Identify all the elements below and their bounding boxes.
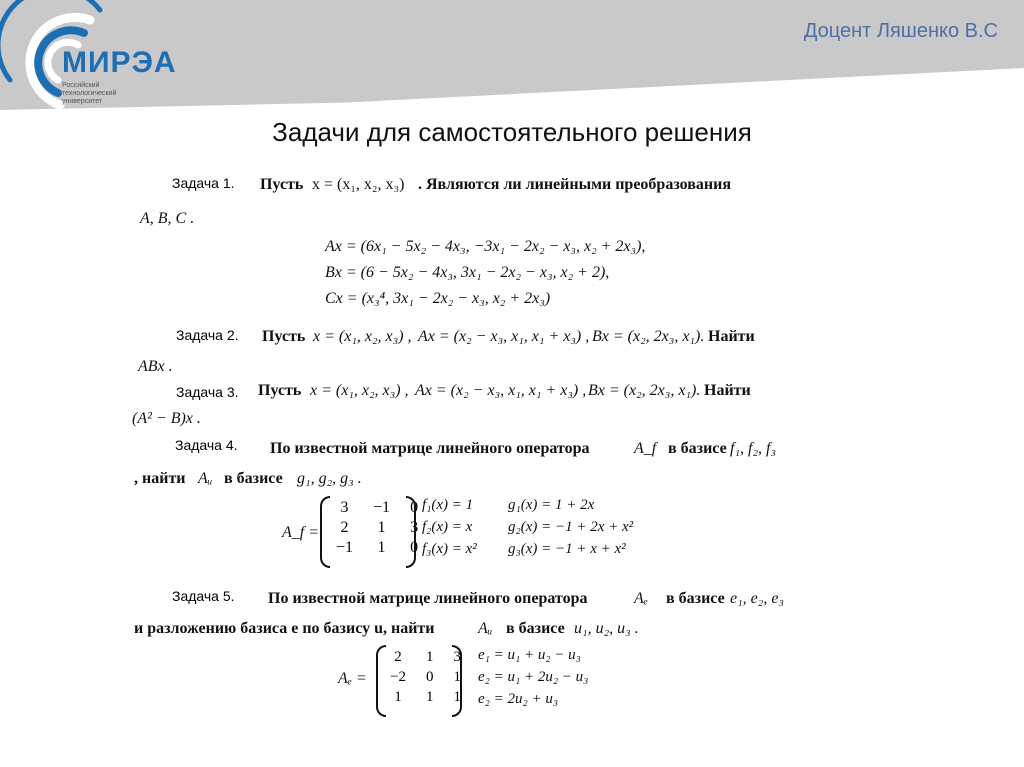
matrix-cell: −1 bbox=[373, 499, 391, 516]
task5-basis: e₁, e₂, e₃ bbox=[730, 590, 784, 607]
task5-op: Aₑ bbox=[634, 590, 648, 607]
task5-in-basis2: в базисе bbox=[506, 620, 565, 637]
author-name: Доцент Ляшенко В.С bbox=[803, 20, 998, 42]
matrix-cell: 3 bbox=[410, 519, 419, 536]
task5-op2: Aᵤ bbox=[478, 620, 493, 637]
task5-matrix-name: Aₑ = bbox=[338, 670, 367, 687]
task2-target: ABx . bbox=[138, 358, 173, 375]
matrix-cell: 0 bbox=[425, 668, 434, 685]
task5-in-basis: в базисе bbox=[666, 590, 725, 607]
task2-find: Найти bbox=[708, 328, 755, 345]
matrix-cell: −1 bbox=[336, 539, 354, 556]
g-eq: g₃(x) = −1 + x + x² bbox=[508, 541, 626, 557]
f-eq: f₂(x) = x bbox=[422, 519, 473, 535]
task3-find: Найти bbox=[704, 382, 751, 399]
matrix-cell: 1 bbox=[377, 539, 386, 556]
matrix-cell: 1 bbox=[425, 648, 434, 665]
matrix-cell: 1 bbox=[377, 519, 386, 536]
matrix-cell: 1 bbox=[394, 688, 402, 705]
task2-bx: Bx = (x₂, 2x₃, x₁). bbox=[592, 328, 705, 345]
task4-text2: , найти bbox=[134, 470, 186, 487]
logo-subtitle: Российский технологический университет bbox=[62, 82, 117, 105]
matrix-cell: 2 bbox=[340, 519, 349, 536]
task5-e-eqs bbox=[478, 647, 588, 713]
task4-in-basis2: в базисе bbox=[224, 470, 283, 487]
task3-target: (A² − B)x . bbox=[132, 410, 201, 427]
task3-bx: Bx = (x₂, 2x₃, x₁). bbox=[588, 382, 701, 399]
task2-x-def: x = (x₁, x₂, x₃) , bbox=[313, 328, 412, 345]
matrix-cell: 1 bbox=[453, 688, 461, 705]
task2-label: Задача 2. bbox=[176, 327, 239, 343]
task1-ax: Ax = (6x₁ − 5x₂ − 4x₃, −3x₁ − 2x₂ − x₃, x₂ + 2x₃), bbox=[325, 238, 646, 255]
f-eq: f₁(x) = 1 bbox=[422, 497, 474, 513]
task2-ax: Ax = (x₂ − x₃, x₁, x₁ + x₃) , bbox=[418, 328, 590, 345]
task4-basis2: g₁, g₂, g₃ . bbox=[297, 470, 362, 487]
task4-f-eqs bbox=[422, 497, 477, 563]
e-eq: e₁ = u₁ + u₂ − u₃ bbox=[478, 647, 581, 663]
task4-in-basis: в базисе bbox=[668, 440, 727, 457]
task4-op2: Aᵤ bbox=[198, 470, 213, 487]
task5-text2: и разложению базиса e по базису u, найти bbox=[134, 620, 435, 637]
matrix-cell: 0 bbox=[410, 499, 419, 516]
task5-matrix-right-bracket bbox=[452, 645, 462, 717]
task1-cx: Cx = (x₃⁴, 3x₁ − 2x₂ − x₃, x₂ + 2x₃) bbox=[325, 290, 551, 307]
task1-label: Задача 1. bbox=[172, 175, 235, 191]
matrix-cell: 1 bbox=[425, 688, 434, 705]
task3-label: Задача 3. bbox=[176, 384, 239, 400]
e-eq: e₂ = 2u₂ + u₃ bbox=[478, 691, 559, 707]
matrix-cell: 3 bbox=[453, 648, 461, 665]
task3-x-def: x = (x₁, x₂, x₃) , bbox=[310, 382, 409, 399]
task3-ax: Ax = (x₂ − x₃, x₁, x₁ + x₃) , bbox=[415, 382, 587, 399]
matrix-cell: 3 bbox=[340, 499, 349, 516]
task1-question: . Являются ли линейными преобразования bbox=[418, 176, 731, 193]
task4-op: A_f bbox=[634, 440, 657, 457]
task4-matrix-right-bracket bbox=[406, 496, 416, 568]
f-eq: f₃(x) = x² bbox=[422, 541, 477, 557]
g-eq: g₂(x) = −1 + 2x + x² bbox=[508, 519, 634, 535]
task5-label: Задача 5. bbox=[172, 588, 235, 604]
task4-text1: По известной матрице линейного оператора bbox=[270, 440, 590, 457]
task5-text1: По известной матрице линейного оператора bbox=[268, 590, 588, 607]
matrix-cell: −2 bbox=[390, 668, 406, 685]
task4-matrix-name: A_f = bbox=[282, 524, 320, 541]
task1-names: A, B, C . bbox=[140, 210, 195, 227]
g-eq: g₁(x) = 1 + 2x bbox=[508, 497, 595, 513]
task1-lead: Пусть bbox=[260, 176, 304, 193]
e-eq: e₂ = u₁ + 2u₂ − u₃ bbox=[478, 669, 589, 685]
matrix-cell: 2 bbox=[394, 648, 402, 665]
logo-wordmark: МИРЭА bbox=[62, 46, 177, 79]
matrix-cell: 1 bbox=[453, 668, 461, 685]
task4-g-eqs bbox=[508, 497, 633, 563]
task4-label: Задача 4. bbox=[175, 437, 238, 453]
task1-bx: Bx = (6 − 5x₂ − 4x₃, 3x₁ − 2x₂ − x₃, x₂ + 2), bbox=[325, 264, 610, 281]
task1-x-def: x = (x₁, x₂, x₃) bbox=[312, 176, 405, 193]
page-title: Задачи для самостоятельного решения bbox=[272, 117, 752, 147]
task5-basis2: u₁, u₂, u₃ . bbox=[574, 620, 639, 637]
mirea-logo bbox=[0, 0, 200, 110]
task2-lead: Пусть bbox=[262, 328, 306, 345]
task4-basis: f₁, f₂, f₃ bbox=[730, 440, 777, 457]
task3-lead: Пусть bbox=[258, 382, 302, 399]
matrix-cell: 0 bbox=[410, 539, 419, 556]
